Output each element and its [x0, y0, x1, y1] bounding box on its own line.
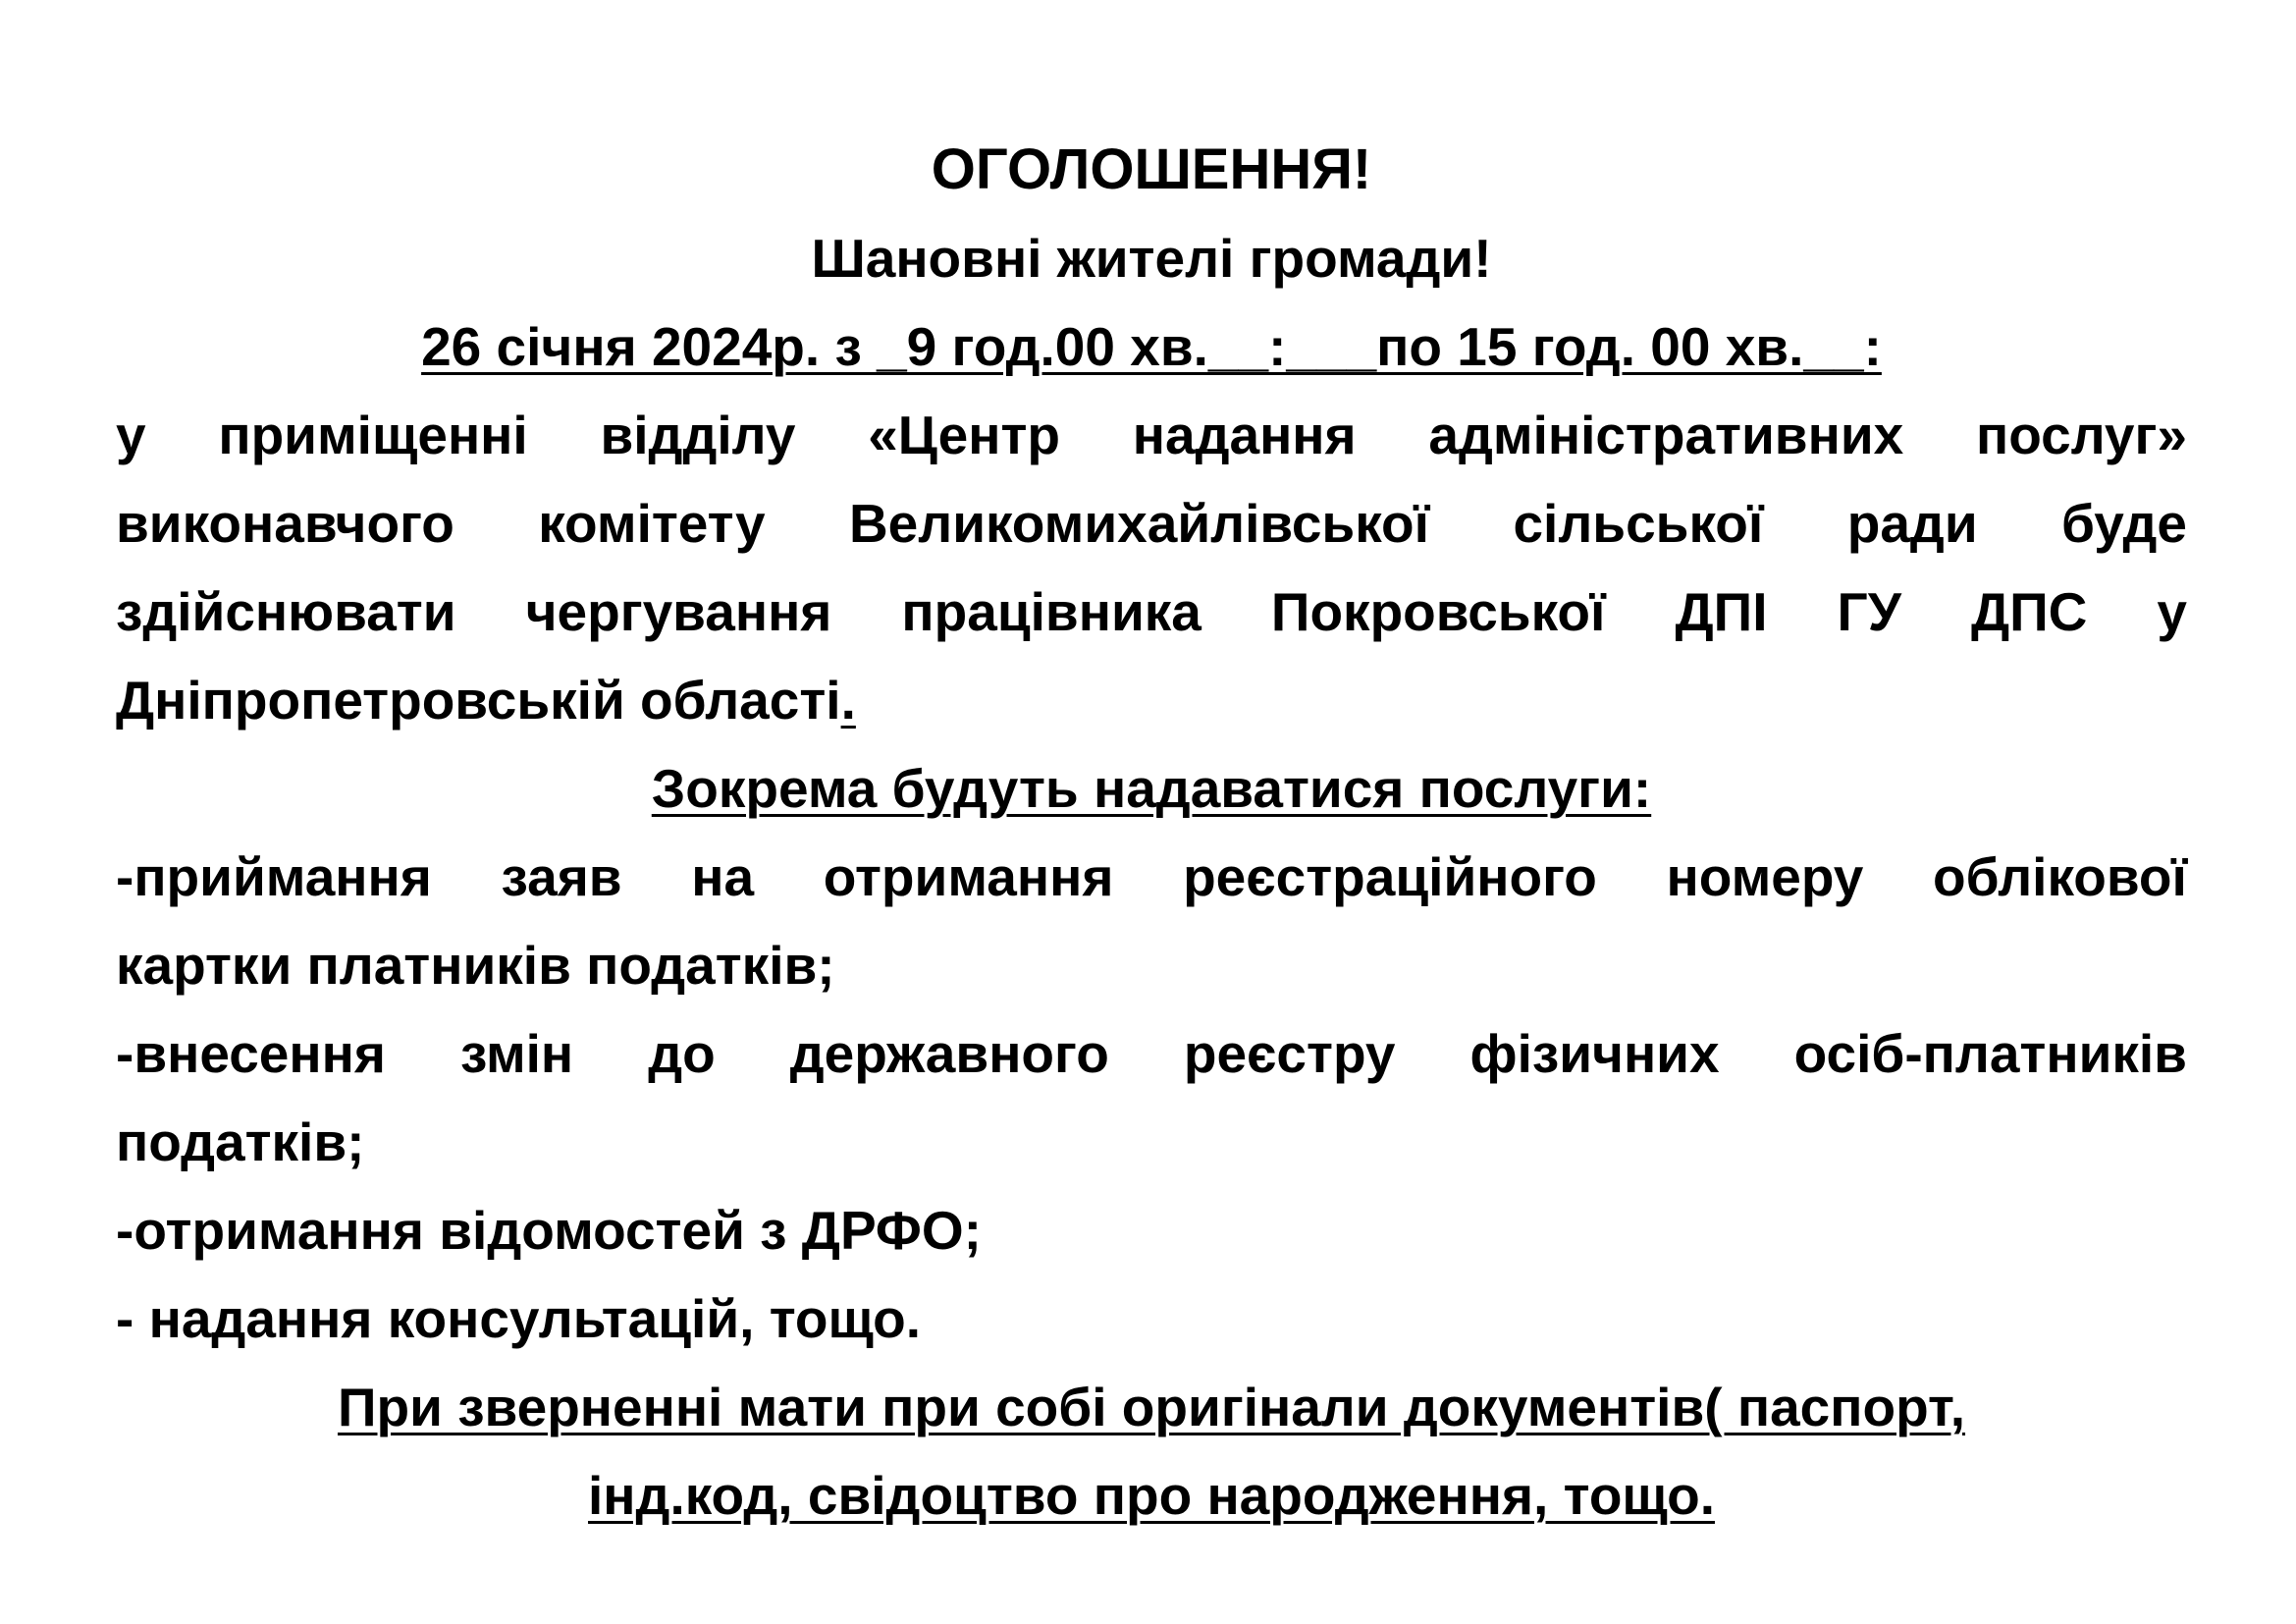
schedule-text: 26 січня 2024р. з _9 год.00 хв.__:___по 15 год. 00 хв.__: [421, 316, 1882, 377]
note-text-2: інд.код, свідоцтво про народження, тощо. [588, 1465, 1715, 1526]
greeting: Шановні жителі громади! [811, 228, 1492, 289]
service-item-1-line-1: -приймання заяв на отримання реєстраційного номеру облікової [116, 846, 2187, 907]
service-item-1-line-2: картки платників податків; [116, 935, 835, 996]
note-line-2 [116, 1451, 2187, 1540]
announcement-title: ОГОЛОШЕННЯ! [931, 137, 1372, 201]
body-line-4 [116, 656, 2187, 744]
note-line-1 [116, 1363, 2187, 1451]
service-item-3: -отримання відомостей з ДРФО; [116, 1200, 982, 1261]
service-item-2-line-1: -внесення змін до державного реєстру фізичних осіб-платників [116, 1023, 2187, 1084]
note-text-1: При зверненні мати при собі оригінали документів( паспорт, [337, 1377, 1966, 1437]
body-line-1: у приміщенні відділу «Центр надання адміністративних послуг» [116, 405, 2187, 465]
body-line-2: виконавчого комітету Великомихайлівської сільської ради буде [116, 493, 2187, 554]
body-last-period: . [840, 670, 856, 731]
body-line-3: здійснювати чергування працівника Покровської ДПІ ГУ ДПС у [116, 581, 2187, 642]
announcement-content [116, 126, 2187, 1540]
service-item-4: - надання консультацій, тощо. [116, 1288, 922, 1349]
service-item-2-line-2: податків; [116, 1111, 365, 1172]
schedule-line [116, 302, 2187, 391]
services-heading-line [116, 744, 2187, 833]
services-heading: Зокрема будуть надаватися послуги: [651, 758, 1652, 819]
body-last-text: Дніпропетровській області [116, 670, 841, 731]
